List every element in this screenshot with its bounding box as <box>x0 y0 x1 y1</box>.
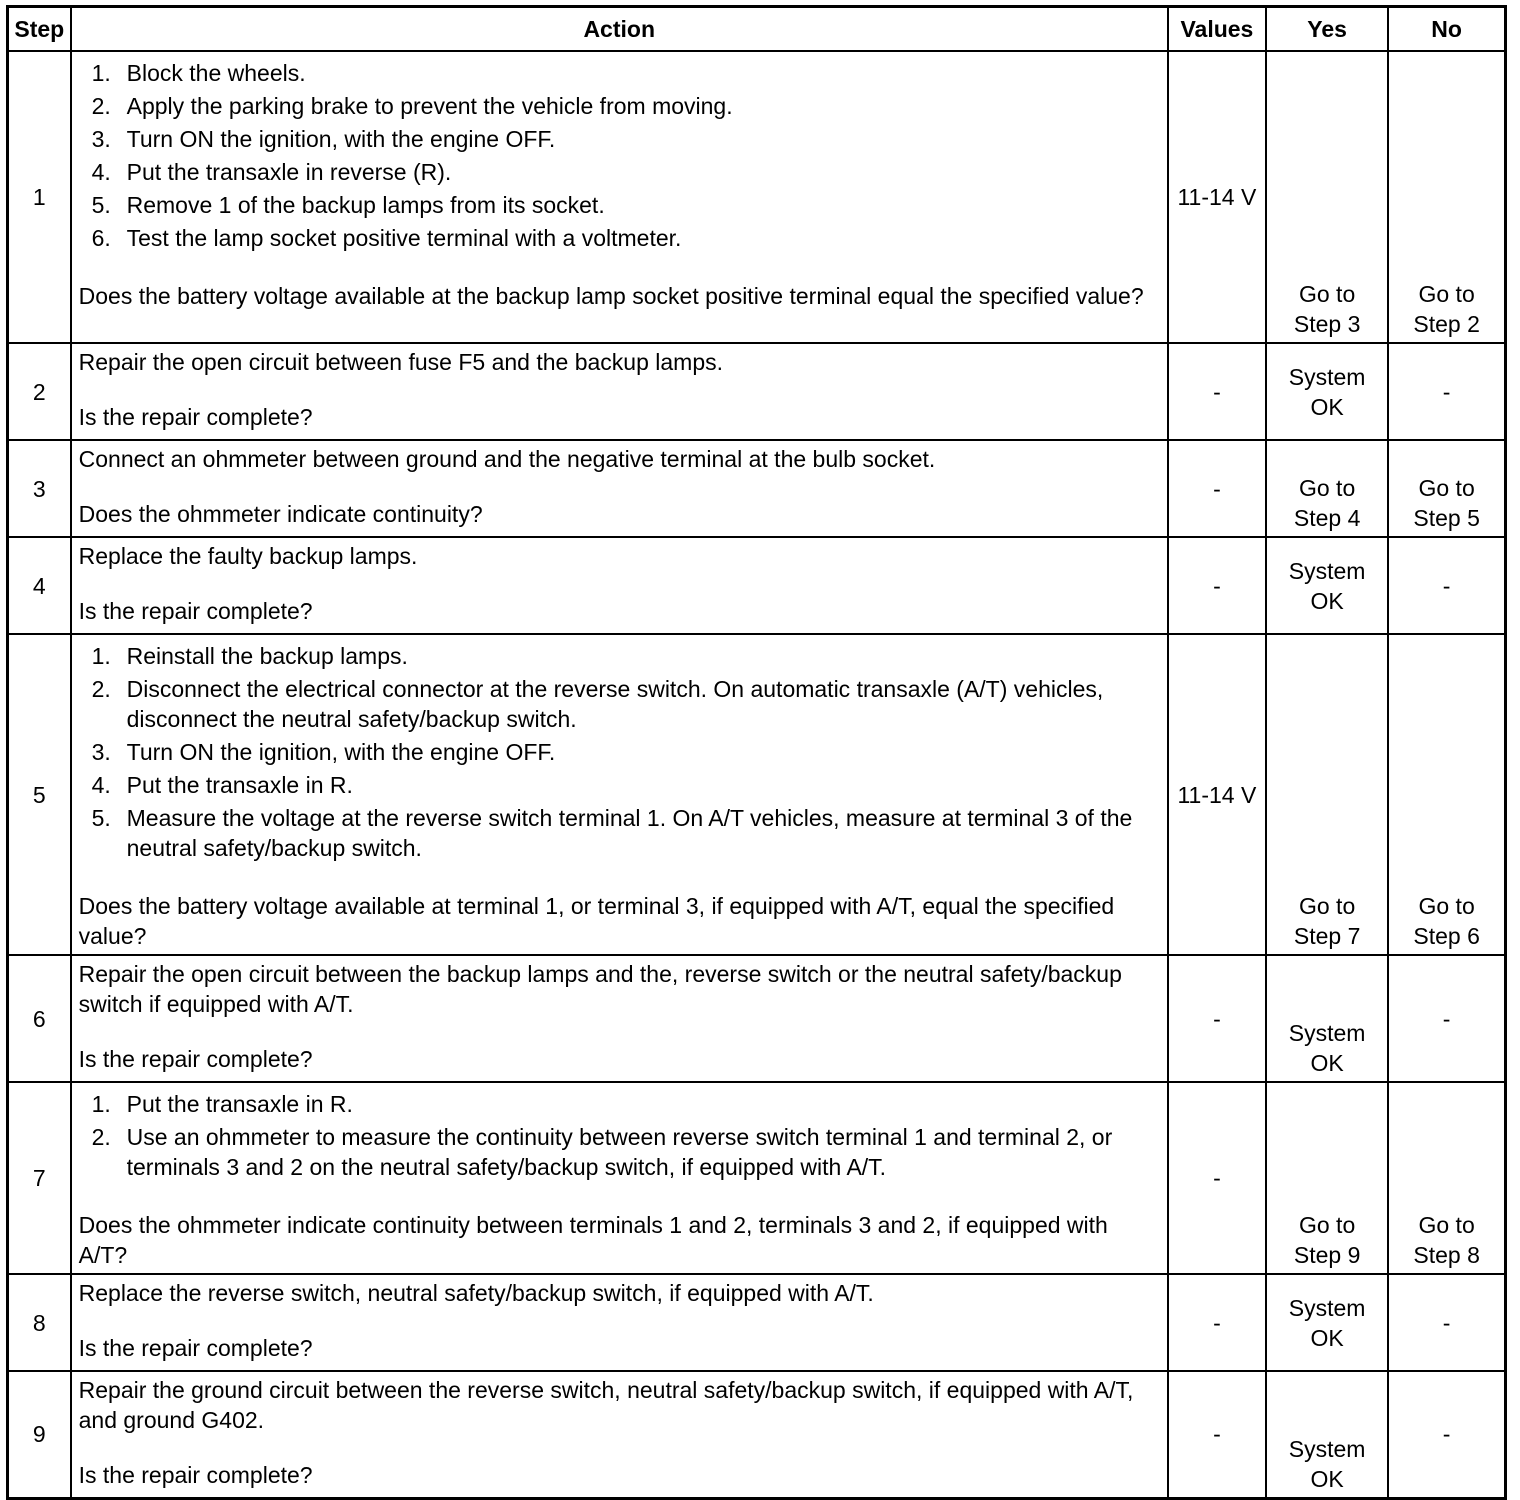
spacer <box>79 256 1159 281</box>
procedure-step <box>79 1122 1159 1182</box>
action-text: Repair the open circuit between fuse F5 and the backup lamps. <box>78 349 724 375</box>
yes-outcome-line: OK <box>1310 1465 1344 1492</box>
table-row <box>8 1371 1506 1498</box>
procedure-step-text: Disconnect the electrical connector at the reverse switch. On automatic transaxle (A/T) vehicles, disconnect the neutral safety/backup switch. <box>126 676 1104 732</box>
action-question: Is the repair complete? <box>78 1046 313 1072</box>
no-outcome-line: Step 6 <box>1413 923 1480 949</box>
procedure-step <box>79 124 1159 154</box>
procedure-step-text: Block the wheels. <box>126 60 306 86</box>
action-cell <box>71 440 1168 537</box>
step-number: 9 <box>8 1371 71 1498</box>
action-cell <box>71 1082 1168 1274</box>
header-row <box>8 7 1506 52</box>
spec-value: 11-14 V <box>1168 51 1266 343</box>
table-row <box>8 1082 1506 1274</box>
procedure-list <box>79 58 1159 253</box>
no-outcome-line: - <box>1442 1421 1451 1448</box>
yes-outcome <box>1266 1371 1388 1498</box>
action-cell <box>71 343 1168 440</box>
procedure-step-text: Turn ON the ignition, with the engine OFF. <box>126 739 556 765</box>
procedure-step <box>79 223 1159 253</box>
yes-outcome-line: System <box>1288 1020 1366 1046</box>
yes-outcome-line: System <box>1288 557 1366 584</box>
step-number: 3 <box>8 440 71 537</box>
procedure-step <box>79 157 1159 187</box>
yes-outcome-line: System <box>1288 1435 1366 1462</box>
procedure-step-text: Test the lamp socket positive terminal with a voltmeter. <box>126 225 682 251</box>
spacer <box>79 866 1159 891</box>
action-cell <box>71 51 1168 343</box>
procedure-step <box>79 1089 1159 1119</box>
action-cell <box>71 1371 1168 1498</box>
procedure-step <box>79 674 1159 734</box>
yes-outcome <box>1266 1082 1388 1274</box>
procedure-list <box>79 641 1159 863</box>
procedure-step-text: Remove 1 of the backup lamps from its socket. <box>126 192 605 218</box>
spacer <box>79 1435 1159 1460</box>
yes-outcome-line: OK <box>1310 1050 1344 1076</box>
yes-outcome-line: System <box>1288 1294 1366 1321</box>
table-row <box>8 955 1506 1082</box>
yes-outcome-line: OK <box>1310 393 1344 420</box>
no-outcome-line: - <box>1442 1005 1451 1032</box>
procedure-step-text: Measure the voltage at the reverse switch terminal 1. On A/T vehicles, measure at terminal 3 of the neutral safety/backup switch. <box>126 805 1133 861</box>
header-action: Action <box>71 7 1168 52</box>
table-row <box>8 537 1506 634</box>
yes-outcome-line: Step 7 <box>1293 923 1361 949</box>
no-outcome <box>1388 955 1505 1082</box>
action-cell <box>71 1274 1168 1371</box>
no-outcome-line: Go to <box>1418 893 1475 919</box>
no-outcome <box>1388 634 1505 955</box>
procedure-step-number: 5. <box>91 805 111 831</box>
header-step: Step <box>8 7 71 52</box>
procedure-step <box>79 803 1159 863</box>
no-outcome <box>1388 440 1505 537</box>
action-question: Does the battery voltage available at the backup lamp socket positive terminal equal the specified value? <box>78 283 1144 309</box>
header-no: No <box>1388 7 1505 52</box>
yes-outcome <box>1266 51 1388 343</box>
procedure-step <box>79 58 1159 88</box>
yes-outcome <box>1266 1274 1388 1371</box>
no-outcome <box>1388 343 1505 440</box>
step-number: 4 <box>8 537 71 634</box>
procedure-step-text: Use an ohmmeter to measure the continuity between reverse switch terminal 1 and terminal 2, or terminals 3 and 2 on the neutral safety/backup switch, if equipped with A/T. <box>126 1124 1113 1180</box>
no-outcome <box>1388 51 1505 343</box>
yes-outcome <box>1266 343 1388 440</box>
step-number: 2 <box>8 343 71 440</box>
no-outcome-line: Step 5 <box>1413 505 1480 531</box>
action-question: Does the ohmmeter indicate continuity between terminals 1 and 2, terminals 3 and 2, if equipped with A/T? <box>78 1212 1108 1268</box>
spacer <box>79 1308 1159 1333</box>
procedure-step <box>79 91 1159 121</box>
table-row <box>8 343 1506 440</box>
yes-outcome <box>1266 537 1388 634</box>
no-outcome <box>1388 537 1505 634</box>
action-question: Does the ohmmeter indicate continuity? <box>78 501 483 527</box>
procedure-step-text: Put the transaxle in reverse (R). <box>126 159 452 185</box>
yes-outcome <box>1266 955 1388 1082</box>
procedure-step-number: 1. <box>91 1091 111 1117</box>
spec-value: - <box>1168 440 1266 537</box>
table-row <box>8 1274 1506 1371</box>
no-outcome-line: - <box>1442 378 1451 405</box>
procedure-step-text: Put the transaxle in R. <box>126 772 353 798</box>
yes-outcome-line: Step 9 <box>1293 1242 1361 1268</box>
spec-value: - <box>1168 1274 1266 1371</box>
no-outcome-line: Go to <box>1418 281 1475 307</box>
no-outcome <box>1388 1082 1505 1274</box>
procedure-step-number: 3. <box>91 126 111 152</box>
spacer <box>79 1185 1159 1210</box>
no-outcome-line: Go to <box>1418 475 1475 501</box>
no-outcome-line: Step 8 <box>1413 1242 1480 1268</box>
yes-outcome <box>1266 634 1388 955</box>
no-outcome-line: - <box>1442 1309 1451 1336</box>
no-outcome-line: - <box>1442 572 1451 599</box>
procedure-step-number: 1. <box>91 60 111 86</box>
no-outcome <box>1388 1371 1505 1498</box>
no-outcome-line: Go to <box>1418 1212 1475 1238</box>
spec-value: - <box>1168 1371 1266 1498</box>
yes-outcome-line: Go to <box>1298 281 1356 307</box>
step-number: 1 <box>8 51 71 343</box>
spec-value: - <box>1168 955 1266 1082</box>
yes-outcome-line: OK <box>1310 587 1344 614</box>
spacer <box>79 1019 1159 1044</box>
action-question: Is the repair complete? <box>78 404 313 430</box>
no-outcome <box>1388 1274 1505 1371</box>
diagnostic-table <box>6 5 1507 1500</box>
procedure-step-number: 1. <box>91 643 111 669</box>
action-text: Replace the faulty backup lamps. <box>78 543 418 569</box>
procedure-step <box>79 770 1159 800</box>
action-question: Is the repair complete? <box>78 1335 313 1361</box>
spacer <box>79 571 1159 596</box>
yes-outcome-line: Step 4 <box>1293 505 1361 531</box>
procedure-step <box>79 641 1159 671</box>
yes-outcome-line: Go to <box>1298 1212 1356 1238</box>
procedure-step-number: 4. <box>91 159 111 185</box>
procedure-step-number: 6. <box>91 225 111 251</box>
action-question: Is the repair complete? <box>78 598 313 624</box>
yes-outcome-line: Go to <box>1298 893 1356 919</box>
action-question: Is the repair complete? <box>78 1462 313 1488</box>
procedure-step <box>79 737 1159 767</box>
spacer <box>79 474 1159 499</box>
header-values: Values <box>1168 7 1266 52</box>
procedure-step <box>79 190 1159 220</box>
yes-outcome-line: Go to <box>1298 475 1356 501</box>
action-text: Replace the reverse switch, neutral safety/backup switch, if equipped with A/T. <box>78 1280 874 1306</box>
action-cell <box>71 537 1168 634</box>
yes-outcome-line: Step 3 <box>1293 311 1361 337</box>
yes-outcome-line: System <box>1288 363 1366 390</box>
procedure-step-text: Apply the parking brake to prevent the vehicle from moving. <box>126 93 733 119</box>
spec-value: - <box>1168 1082 1266 1274</box>
procedure-step-text: Reinstall the backup lamps. <box>126 643 408 669</box>
action-text: Repair the ground circuit between the reverse switch, neutral safety/backup switch, if equipped with A/T, and ground G402. <box>78 1377 1134 1433</box>
procedure-step-number: 2. <box>91 1124 111 1150</box>
procedure-step-number: 4. <box>91 772 111 798</box>
table-row <box>8 634 1506 955</box>
header-yes: Yes <box>1266 7 1388 52</box>
step-number: 5 <box>8 634 71 955</box>
procedure-step-number: 2. <box>91 93 111 119</box>
step-number: 7 <box>8 1082 71 1274</box>
step-number: 6 <box>8 955 71 1082</box>
procedure-step-number: 2. <box>91 676 111 702</box>
spacer <box>79 377 1159 402</box>
action-cell <box>71 634 1168 955</box>
yes-outcome <box>1266 440 1388 537</box>
step-number: 8 <box>8 1274 71 1371</box>
table-row <box>8 440 1506 537</box>
yes-outcome-line: OK <box>1310 1324 1344 1351</box>
table-row <box>8 51 1506 343</box>
procedure-step-number: 5. <box>91 192 111 218</box>
procedure-step-text: Turn ON the ignition, with the engine OFF. <box>126 126 556 152</box>
spec-value: - <box>1168 343 1266 440</box>
no-outcome-line: Step 2 <box>1413 311 1480 337</box>
action-text: Connect an ohmmeter between ground and the negative terminal at the bulb socket. <box>78 446 936 472</box>
action-text: Repair the open circuit between the backup lamps and the, reverse switch or the neutral safety/backup switch if equipped with A/T. <box>78 961 1122 1017</box>
procedure-step-text: Put the transaxle in R. <box>126 1091 353 1117</box>
action-question: Does the battery voltage available at terminal 1, or terminal 3, if equipped with A/T, equal the specified value? <box>78 893 1115 949</box>
spec-value: 11-14 V <box>1168 634 1266 955</box>
spec-value: - <box>1168 537 1266 634</box>
action-cell <box>71 955 1168 1082</box>
procedure-step-number: 3. <box>91 739 111 765</box>
procedure-list <box>79 1089 1159 1182</box>
